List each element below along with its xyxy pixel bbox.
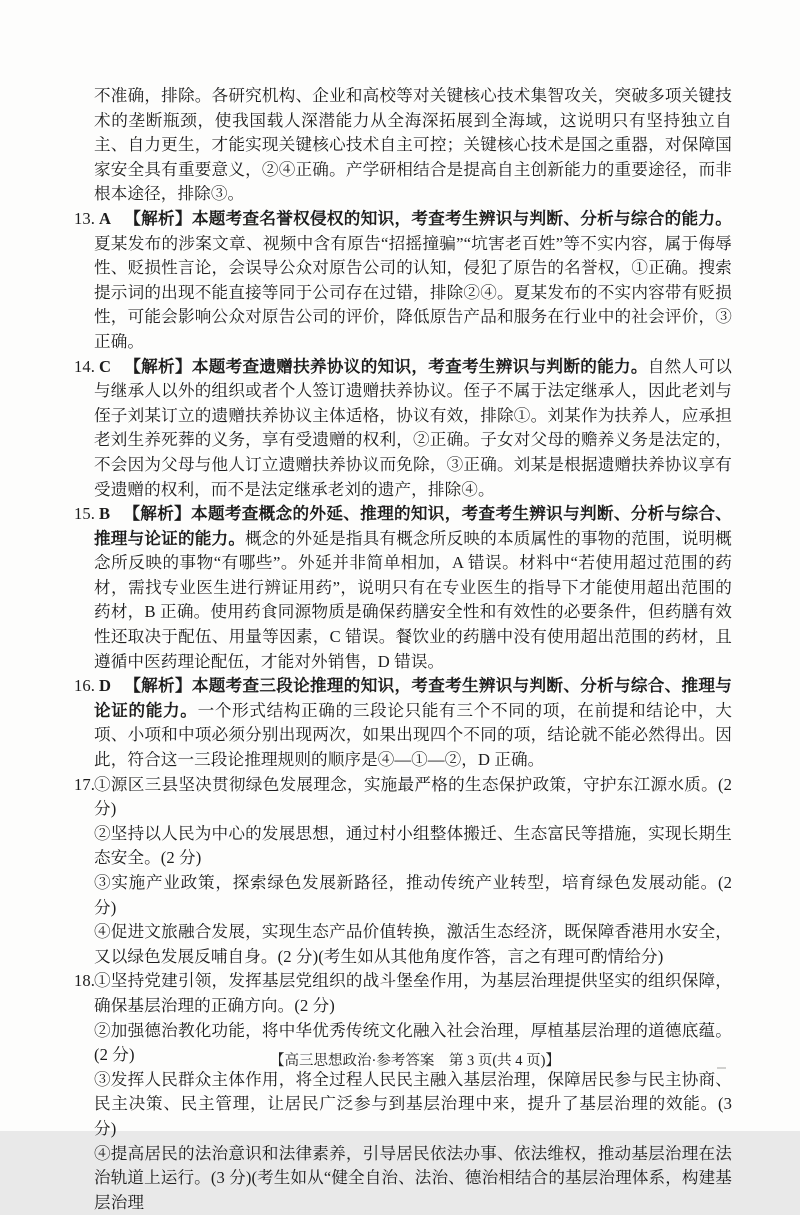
analysis-heading-16: 【解析】本题考查三段论推理的知识，考查考生辨识与判断、分析与综合、推理与论证的能力。 (94, 676, 732, 720)
answer-point-18-4: ④提高居民的法治意识和法律素养，引导居民依法办事、依法维权，推动基层治理在法治轨道上运行。(3 分)(考生如从“健全自治、法治、德治相结合的基层治理体系，构建基层治理 (94, 1143, 732, 1212)
answer-content (74, 84, 732, 1215)
question-number-18: 18. (74, 971, 96, 991)
answer-paragraph-14 (94, 355, 732, 503)
answer-point-17-3: ③实施产业政策，探索绿色发展新路径，推动传统产业转型，培育绿色发展动能。(2 分) (94, 873, 732, 917)
question-number-17: 17. (74, 774, 96, 794)
analysis-heading-14: 【解析】本题考查遗赠扶养协议的知识，考查考生辨识与判断的能力。 (124, 356, 648, 376)
answer-item-13 (74, 207, 732, 355)
answer-item-18 (74, 969, 732, 1215)
analysis-heading-15: 【解析】本题考查概念的外延、推理的知识，考查考生辨识与判断、分析与综合、推理与论证的能力。 (94, 504, 732, 548)
answer-letter-13: A (99, 208, 112, 228)
answer-item-15 (74, 502, 732, 674)
explanation-text-13: 夏某发布的涉案文章、视频中含有原告“招摇撞骗”“坑害老百姓”等不实内容，属于侮辱性、贬损性言论，会误导公众对原告公司的认知，侵犯了原告的名誉权，①正确。搜索提示词的出现不能直接等同于公司存在过错，排除②④。夏某发布的不实内容带有贬损性，可能会影响公众对原告公司的评价，降低原告产品和服务在行业中的社会评价，③正确。 (94, 233, 732, 351)
answer-letter-14: C (99, 356, 112, 376)
explanation-text-14: 自然人可以与继承人以外的组织或者个人签订遗赠扶养协议。侄子不属于法定继承人，因此老刘与侄子刘某订立的遗赠扶养协议主体适格，协议有效，排除①。刘某作为扶养人，应承担老刘生养死葬的义务，享有受遗赠的权利，②正确。子女对父母的赡养义务是法定的，不会因为父母与他人订立遗赠扶养协议而免除，③正确。刘某是根据遗赠扶养协议享有受遗赠的权利，而不是法定继承老刘的遗产，排除④。 (94, 356, 733, 499)
question-number-16: 16. (74, 676, 96, 696)
answer-paragraph-13 (94, 207, 732, 355)
question-number-13: 13. (74, 208, 96, 228)
question-number-15: 15. (74, 504, 96, 524)
page-footer: 【高三思想政治·参考答案 第 3 页(共 4 页)】 (270, 1053, 560, 1069)
answer-point-17-2: ②坚持以人民为中心的发展思想，通过村小组整体搬迁、生态富民等措施，实现长期生态安全。(2 分) (94, 823, 732, 868)
answer-point-18-2: ②加强德治教化功能，将中华优秀传统文化融入社会治理，厚植基层治理的道德底蕴。(2 分) (94, 1020, 732, 1065)
explanation-text-16: 一个形式结构正确的三段论只能有三个不同的项，在前提和结论中，大项、小项和中项必须分别出现两次，如果出现四个不同的项，结论就不能必然得出。因此，符合这一三段论推理规则的顺序是④—①—②，D 正确。 (94, 700, 732, 770)
answer-point-17-1: ①源区三县坚决贯彻绿色发展理念，实施最严格的生态保护政策，守护东江源水质。(2 分) (94, 774, 732, 819)
answer-point-18-1: ①坚持党建引领，发挥基层党组织的战斗堡垒作用，为基层治理提供坚实的组织保障，确保基层治理的正确方向。(2 分) (94, 971, 732, 1015)
answer-item-16 (74, 674, 732, 772)
answer-letter-15: B (99, 504, 111, 524)
answer-paragraph-15 (94, 502, 732, 674)
question-number-14: 14. (74, 356, 96, 376)
explanation-text-15: 概念的外延是指具有概念所反映的本质属性的事物的范围，说明概念所反映的事物“有哪些”。外延并非简单相加，A 错误。材料中“若使用超过范围的药材，需找专业医生进行辨证用药”，说明只有在专业医生的指导下才能使用超出范围的药材，B 正确。使用药食同源物质是确保药膳安全性和有效性的必要条件，但药膳有效性还取决于配伍、用量等因素，C 错误。餐饮业的药膳中没有使用超出范围的药材，且遵循中医药理论配伍，才能对外销售，D 错误。 (94, 528, 732, 671)
scan-artifact (717, 1067, 726, 1069)
paragraph-q12-continuation: 不准确，排除。各研究机构、企业和高校等对关键核心技术集智攻关，突破多项关键技术的垄断瓶颈，使我国载人深潜能力从全海深拓展到全海域，这说明只有坚持独立自主、自力更生，才能实现关键核心技术自主可控；关键核心技术是国之重器，对保障国家安全具有重要意义，②④正确。产学研相结合是提高自主创新能力的重要途径，而非根本途径，排除③。 (94, 86, 732, 204)
answer-letter-16: D (99, 676, 112, 696)
answer-item-14 (74, 355, 732, 503)
answer-point-17-4: ④促进文旅融合发展，实现生态产品价值转换，激活生态经济，既保障香港用水安全，又以绿色发展反哺自身。(2 分)(考生如从其他角度作答，言之有理可酌情给分) (94, 922, 732, 966)
answer-point-18-3: ③发挥人民群众主体作用，将全过程人民民主融入基层治理，保障居民参与民主协商、民主决策、民主管理，让居民广泛参与到基层治理中来，提升了基层治理的效能。(3 分) (94, 1069, 732, 1138)
analysis-heading-13: 【解析】本题考查名誉权侵权的知识，考查考生辨识与判断、分析与综合的能力。 (124, 208, 732, 228)
answer-item-17 (74, 773, 732, 970)
answer-paragraph-16 (94, 674, 732, 772)
